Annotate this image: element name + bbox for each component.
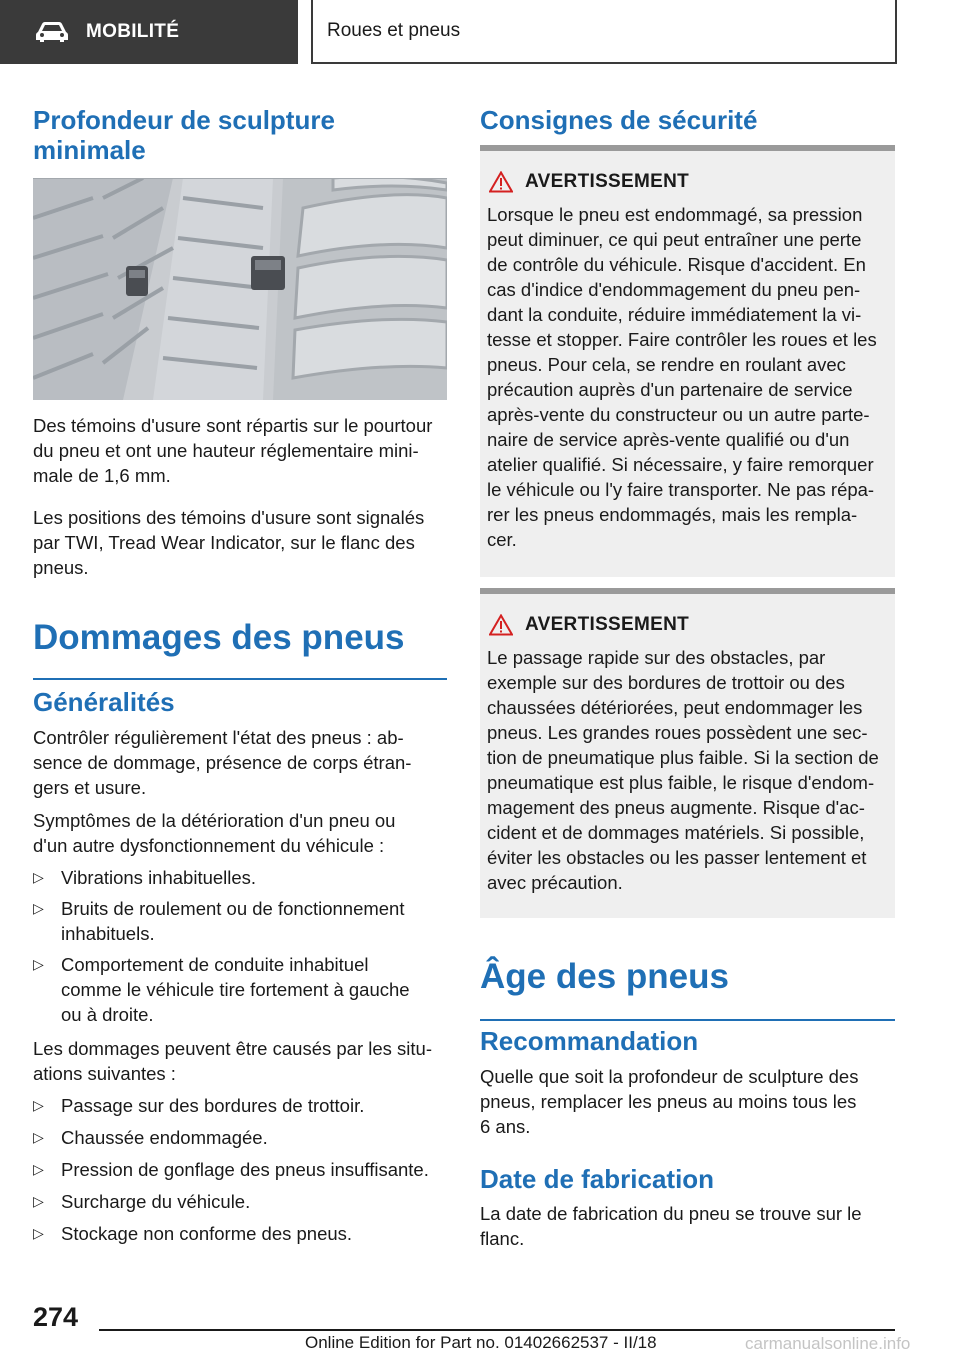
warning-header — [489, 171, 895, 193]
text-line: Lorsque le pneu est endommagé, sa pression — [487, 204, 863, 225]
list-item — [33, 1125, 447, 1150]
warning-text — [487, 645, 889, 895]
text-line: le véhicule ou l'y faire transporter. Ne pas répa- — [487, 479, 875, 500]
text-line: de contrôle du véhicule. Risque d'accident. En — [487, 254, 866, 275]
text-line: Contrôler régulièrement l'état des pneus : ab- — [33, 727, 404, 748]
list-item — [33, 952, 447, 1027]
general-paragraph-2 — [33, 808, 447, 858]
warning-box-2 — [480, 588, 895, 918]
list-item-text: Surcharge du véhicule. — [61, 1191, 251, 1212]
list-item — [33, 896, 447, 946]
safety-heading: Consignes de sécurité — [480, 105, 758, 135]
text-line: Les positions des témoins d'usure sont signalés — [33, 507, 425, 528]
recommendation-text — [480, 1064, 895, 1139]
text-line: naire de service après-vente qualifié ou d'un — [487, 429, 850, 450]
text-line: pneus. Les grandes roues possèdent une sec- — [487, 722, 868, 743]
car-icon — [34, 20, 70, 44]
warning-triangle-icon — [489, 614, 513, 636]
text-line: rer les pneus endommagés, mais les rempla- — [487, 504, 858, 525]
warning-text — [487, 202, 889, 552]
tread-paragraph-1 — [33, 413, 447, 488]
triangle-bullet-icon: ▷ — [33, 1193, 44, 1209]
text-line: par TWI, Tread Wear Indicator, sur le flanc des — [33, 532, 415, 553]
text-line: exemple sur des bordures de trottoir ou des — [487, 672, 845, 693]
chapter-header — [311, 0, 897, 64]
list-item-text: Chaussée endommagée. — [61, 1127, 268, 1148]
section-label: MOBILITÉ — [86, 21, 180, 42]
list-item — [33, 865, 447, 890]
list-item — [33, 1221, 447, 1246]
text-line: pneus, remplacer les pneus au moins tous les — [480, 1091, 857, 1112]
triangle-bullet-icon: ▷ — [33, 869, 44, 885]
text-line: d'un autre dysfonctionnement du véhicule : — [33, 835, 385, 856]
symptoms-list — [33, 865, 447, 1027]
text-line: Des témoins d'usure sont répartis sur le pourtour — [33, 415, 433, 436]
triangle-bullet-icon: ▷ — [33, 1225, 44, 1241]
text-line: magement des pneus augmente. Risque d'ac- — [487, 797, 865, 818]
warning-label: AVERTISSEMENT — [525, 614, 690, 635]
text-line: gers et usure. — [33, 777, 147, 798]
list-item-text: Vibrations inhabituelles. — [61, 867, 257, 888]
list-item-text — [61, 896, 447, 946]
list-item — [33, 1093, 447, 1118]
text-line: Le passage rapide sur des obstacles, par — [487, 647, 826, 668]
text-line: flanc. — [480, 1228, 525, 1249]
text-line: sence de dommage, présence de corps étran- — [33, 752, 412, 773]
text-line: Quelle que soit la profondeur de sculpture des — [480, 1066, 859, 1087]
list-item-text: Passage sur des bordures de trottoir. — [61, 1095, 365, 1116]
text-line: chaussées détériorées, peut endommager les — [487, 697, 863, 718]
watermark: carmanualsonline.info — [745, 1334, 911, 1353]
warning-header — [489, 614, 895, 636]
tread-depth-heading — [33, 105, 335, 165]
heading-line: Profondeur de sculpture — [33, 105, 335, 135]
text-line: Comportement de conduite inhabituel — [61, 954, 369, 975]
manufacture-date-text — [480, 1201, 895, 1251]
text-line: pneumatique est plus faible, le risque d'endom- — [487, 772, 875, 793]
warning-triangle-icon — [489, 171, 513, 193]
triangle-bullet-icon: ▷ — [33, 956, 44, 972]
text-line: cas d'indice d'endommagement du pneu pen- — [487, 279, 861, 300]
general-heading: Généralités — [33, 687, 175, 717]
tire-age-heading: Âge des pneus — [480, 957, 729, 996]
text-line: pneus. — [33, 557, 89, 578]
tread-paragraph-2 — [33, 505, 447, 580]
text-line: inhabituels. — [61, 923, 155, 944]
tire-damage-heading: Dommages des pneus — [33, 618, 405, 657]
recommendation-heading: Recommandation — [480, 1026, 699, 1056]
text-line: Symptômes de la détérioration d'un pneu ou — [33, 810, 396, 831]
text-line: cer. — [487, 529, 517, 550]
list-item-text: Stockage non conforme des pneus. — [61, 1223, 353, 1244]
text-line: avec précaution. — [487, 872, 623, 893]
triangle-bullet-icon: ▷ — [33, 1129, 44, 1145]
text-line: tesse et stopper. Faire contrôler les roues et les — [487, 329, 877, 350]
text-line: après-vente du constructeur ou un autre parte- — [487, 404, 870, 425]
footer-rule — [99, 1329, 895, 1331]
text-line: Bruits de roulement ou de fonctionnement — [61, 898, 405, 919]
page-number: 274 — [33, 1302, 79, 1332]
text-line: ou à droite. — [61, 1004, 154, 1025]
general-paragraph-1 — [33, 725, 447, 800]
chapter-label: Roues et pneus — [327, 20, 461, 41]
triangle-bullet-icon: ▷ — [33, 900, 44, 916]
tire-tread-illustration — [33, 178, 447, 400]
text-line: tion de pneumatique plus faible. Si la section de — [487, 747, 879, 768]
triangle-bullet-icon: ▷ — [33, 1161, 44, 1177]
text-line: précaution auprès d'un partenaire de service — [487, 379, 853, 400]
text-line: male de 1,6 mm. — [33, 465, 171, 486]
list-item-text — [61, 952, 447, 1027]
manufacture-date-heading: Date de fabrication — [480, 1164, 715, 1194]
causes-list — [33, 1093, 447, 1246]
heading-rule — [480, 1019, 895, 1021]
text-line: éviter les obstacles ou les passer lentement et — [487, 847, 867, 868]
text-line: Les dommages peuvent être causés par les situ- — [33, 1038, 432, 1059]
text-line: 6 ans. — [480, 1116, 531, 1137]
text-line: La date de fabrication du pneu se trouve sur le — [480, 1203, 862, 1224]
list-item — [33, 1189, 447, 1214]
text-line: comme le véhicule tire fortement à gauche — [61, 979, 410, 1000]
warning-box-1 — [480, 145, 895, 577]
list-item-text: Pression de gonflage des pneus insuffisante. — [61, 1159, 429, 1180]
text-line: dant la conduite, réduire immédiatement la vi- — [487, 304, 862, 325]
causes-intro — [33, 1036, 447, 1086]
heading-rule — [33, 678, 447, 680]
triangle-bullet-icon: ▷ — [33, 1097, 44, 1113]
text-line: du pneu et ont une hauteur réglementaire mini- — [33, 440, 419, 461]
text-line: atelier qualifié. Si nécessaire, y faire remorquer — [487, 454, 874, 475]
section-tab — [0, 0, 298, 64]
text-line: pneus. Pour cela, se rendre en roulant avec — [487, 354, 846, 375]
list-item — [33, 1157, 447, 1182]
text-line: cident et de dommages matériels. Si possible, — [487, 822, 865, 843]
text-line: peut diminuer, ce qui peut entraîner une perte — [487, 229, 862, 250]
text-line: ations suivantes : — [33, 1063, 176, 1084]
heading-line: minimale — [33, 135, 146, 165]
edition-text: Online Edition for Part no. 01402662537 - II/18 — [305, 1333, 657, 1352]
warning-label: AVERTISSEMENT — [525, 171, 690, 192]
